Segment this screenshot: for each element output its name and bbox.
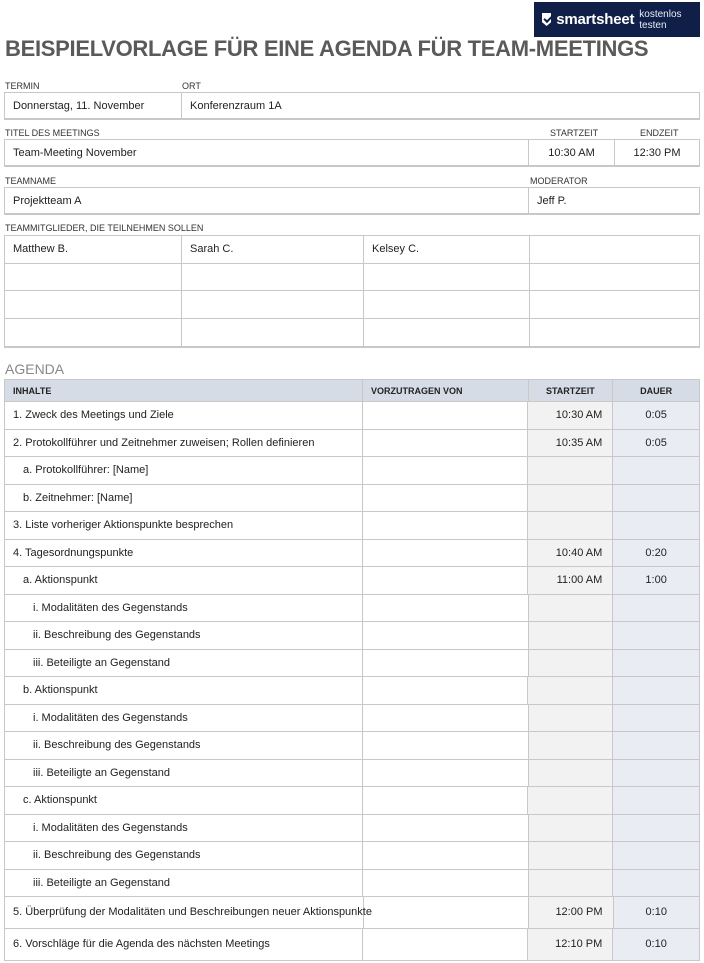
members-row (5, 264, 699, 292)
team-name-field[interactable]: Projektteam A (5, 188, 529, 213)
meeting-title-row (4, 139, 700, 167)
agenda-item-cell[interactable]: i. Modalitäten des Gegenstands (5, 595, 363, 622)
agenda-duration-cell[interactable] (613, 842, 699, 869)
agenda-duration-cell[interactable]: 1:00 (613, 567, 699, 594)
banner-cta: kostenlos testen (639, 8, 682, 31)
agenda-row (5, 760, 699, 788)
agenda-start-cell[interactable] (529, 815, 614, 842)
member-cell[interactable] (530, 236, 699, 263)
agenda-duration-cell[interactable] (613, 815, 699, 842)
end-time-field[interactable]: 12:30 PM (633, 146, 681, 159)
agenda-start-cell[interactable] (529, 622, 614, 649)
agenda-duration-cell[interactable] (613, 485, 699, 512)
agenda-presenter-cell[interactable] (363, 430, 529, 457)
agenda-duration-cell[interactable] (613, 787, 699, 814)
member-cell[interactable] (530, 291, 699, 318)
member-cell[interactable] (364, 319, 530, 347)
agenda-start-cell[interactable]: 10:35 AM (528, 430, 613, 457)
agenda-item-cell[interactable]: 3. Liste vorheriger Aktionspunkte besprechen (5, 512, 363, 539)
agenda-presenter-cell[interactable] (363, 929, 529, 961)
member-cell[interactable]: Matthew B. (5, 236, 182, 263)
agenda-item-cell[interactable]: 6. Vorschläge für die Agenda des nächsten Meetings (5, 929, 363, 961)
agenda-presenter-cell[interactable] (363, 402, 529, 429)
agenda-presenter-cell[interactable] (363, 512, 529, 539)
agenda-row (5, 677, 699, 705)
agenda-start-cell[interactable] (528, 677, 613, 704)
agenda-header-row (5, 380, 699, 402)
agenda-presenter-cell[interactable] (363, 870, 529, 897)
agenda-presenter-cell[interactable] (363, 705, 529, 732)
members-row (5, 236, 699, 264)
agenda-presenter-cell[interactable] (363, 760, 529, 787)
members-table (4, 235, 700, 348)
member-cell[interactable] (5, 291, 182, 318)
member-cell[interactable] (364, 264, 530, 291)
agenda-row (5, 485, 699, 513)
agenda-start-cell[interactable] (529, 870, 614, 897)
agenda-item-cell[interactable]: 5. Überprüfung der Modalitäten und Beschreibungen neuer Aktionspunkte (5, 897, 364, 928)
agenda-col-start: STARTZEIT (529, 380, 614, 401)
agenda-start-cell[interactable] (529, 595, 614, 622)
agenda-presenter-cell[interactable] (363, 485, 529, 512)
agenda-row (5, 567, 699, 595)
agenda-item-cell[interactable]: b. Aktionspunkt (5, 677, 363, 704)
agenda-start-cell[interactable] (529, 842, 614, 869)
agenda-row (5, 842, 699, 870)
meeting-title-field[interactable]: Team-Meeting November (5, 140, 529, 165)
member-cell[interactable] (530, 319, 699, 347)
member-cell[interactable]: Kelsey C. (364, 236, 530, 263)
agenda-presenter-cell[interactable] (363, 650, 529, 677)
agenda-row (5, 430, 699, 458)
member-cell[interactable] (5, 319, 182, 347)
agenda-duration-cell[interactable]: 0:05 (613, 402, 699, 429)
agenda-row (5, 929, 699, 961)
agenda-duration-cell[interactable] (613, 457, 699, 484)
end-time-label: ENDZEIT (640, 128, 679, 138)
agenda-presenter-cell[interactable] (363, 595, 529, 622)
member-cell[interactable] (182, 291, 364, 318)
agenda-presenter-cell[interactable] (363, 815, 529, 842)
agenda-start-cell[interactable] (528, 485, 613, 512)
member-cell[interactable] (182, 264, 364, 291)
agenda-start-cell[interactable]: 12:00 PM (529, 897, 614, 928)
agenda-row (5, 870, 699, 898)
date-label: TERMIN (5, 81, 40, 91)
agenda-start-cell[interactable] (528, 512, 613, 539)
agenda-start-cell[interactable] (529, 705, 614, 732)
agenda-item-cell[interactable]: i. Modalitäten des Gegenstands (5, 815, 363, 842)
agenda-presenter-cell[interactable] (363, 622, 529, 649)
agenda-row (5, 705, 699, 733)
agenda-row (5, 815, 699, 843)
agenda-duration-cell[interactable] (613, 870, 699, 897)
members-label: TEAMMITGLIEDER, DIE TEILNEHMEN SOLLEN (5, 223, 204, 233)
team-row (4, 187, 700, 215)
agenda-presenter-cell[interactable] (363, 842, 529, 869)
members-row (5, 319, 699, 347)
agenda-start-cell[interactable] (529, 650, 614, 677)
agenda-presenter-cell[interactable] (363, 457, 529, 484)
agenda-duration-cell[interactable] (613, 677, 699, 704)
smartsheet-logo-icon (542, 13, 551, 26)
agenda-col-by: VORZUTRAGEN VON (363, 380, 529, 401)
agenda-presenter-cell[interactable] (363, 732, 529, 759)
agenda-item-cell[interactable]: iii. Beteiligte an Gegenstand (5, 870, 363, 897)
agenda-duration-cell[interactable] (613, 650, 699, 677)
agenda-duration-cell[interactable]: 0:10 (613, 929, 699, 961)
agenda-start-cell[interactable] (529, 760, 614, 787)
member-cell[interactable] (5, 264, 182, 291)
agenda-start-cell[interactable] (528, 457, 613, 484)
agenda-col-duration: DAUER (640, 385, 673, 396)
agenda-presenter-cell[interactable] (363, 677, 529, 704)
agenda-row (5, 540, 699, 568)
start-time-label: STARTZEIT (550, 128, 599, 138)
location-label: ORT (182, 81, 201, 91)
agenda-body (5, 402, 699, 960)
agenda-duration-cell[interactable]: 0:20 (613, 540, 699, 567)
date-location-row (4, 92, 700, 120)
agenda-duration-cell[interactable] (613, 512, 699, 539)
member-cell[interactable] (530, 264, 699, 291)
member-cell[interactable] (364, 291, 530, 318)
agenda-row (5, 512, 699, 540)
agenda-presenter-cell[interactable] (364, 897, 529, 928)
agenda-start-cell[interactable] (529, 732, 614, 759)
location-field[interactable]: Konferenzraum 1A (190, 99, 282, 112)
agenda-row (5, 457, 699, 485)
agenda-duration-cell[interactable] (613, 760, 699, 787)
agenda-item-cell[interactable]: c. Aktionspunkt (5, 787, 363, 814)
agenda-row (5, 787, 699, 815)
start-time-field[interactable]: 10:30 AM (529, 140, 615, 165)
date-field[interactable]: Donnerstag, 11. November (5, 93, 182, 118)
agenda-row (5, 595, 699, 623)
meeting-title-label: TITEL DES MEETINGS (5, 128, 100, 138)
agenda-duration-cell[interactable] (613, 705, 699, 732)
agenda-item-cell[interactable]: ii. Beschreibung des Gegenstands (5, 622, 363, 649)
agenda-duration-cell[interactable] (613, 622, 699, 649)
agenda-item-cell[interactable]: b. Zeitnehmer: [Name] (5, 485, 363, 512)
agenda-duration-cell[interactable]: 0:10 (614, 897, 699, 928)
agenda-duration-cell[interactable] (613, 732, 699, 759)
agenda-item-cell[interactable]: 2. Protokollführer und Zeitnehmer zuweisen; Rollen definieren (5, 430, 363, 457)
agenda-row (5, 402, 699, 430)
agenda-item-cell[interactable]: a. Aktionspunkt (5, 567, 363, 594)
agenda-presenter-cell[interactable] (363, 567, 529, 594)
smartsheet-trial-banner[interactable] (534, 2, 700, 37)
agenda-item-cell[interactable]: 1. Zweck des Meetings und Ziele (5, 402, 363, 429)
agenda-presenter-cell[interactable] (363, 787, 529, 814)
agenda-table (4, 379, 700, 961)
agenda-start-cell[interactable]: 12:10 PM (528, 929, 613, 961)
banner-brand: smartsheet (556, 11, 635, 28)
agenda-heading: AGENDA (5, 361, 65, 377)
agenda-presenter-cell[interactable] (363, 540, 529, 567)
agenda-item-cell[interactable]: iii. Beteiligte an Gegenstand (5, 760, 363, 787)
agenda-start-cell[interactable]: 10:40 AM (528, 540, 613, 567)
agenda-item-cell[interactable]: a. Protokollführer: [Name] (5, 457, 363, 484)
member-cell[interactable]: Sarah C. (182, 236, 364, 263)
agenda-row (5, 622, 699, 650)
agenda-item-cell[interactable]: 4. Tagesordnungspunkte (5, 540, 363, 567)
members-row (5, 291, 699, 319)
agenda-start-cell[interactable] (528, 787, 613, 814)
agenda-duration-cell[interactable]: 0:05 (613, 430, 699, 457)
agenda-item-cell[interactable]: i. Modalitäten des Gegenstands (5, 705, 363, 732)
agenda-start-cell[interactable]: 10:30 AM (528, 402, 613, 429)
agenda-item-cell[interactable]: ii. Beschreibung des Gegenstands (5, 732, 363, 759)
agenda-col-item: INHALTE (5, 380, 363, 401)
agenda-row (5, 732, 699, 760)
page-title: BEISPIELVORLAGE FÜR EINE AGENDA FÜR TEAM-MEETINGS (5, 36, 649, 61)
moderator-label: MODERATOR (530, 176, 588, 186)
agenda-item-cell[interactable]: iii. Beteiligte an Gegenstand (5, 650, 363, 677)
agenda-row (5, 897, 699, 929)
agenda-item-cell[interactable]: ii. Beschreibung des Gegenstands (5, 842, 363, 869)
moderator-field[interactable]: Jeff P. (537, 194, 567, 207)
agenda-row (5, 650, 699, 678)
agenda-duration-cell[interactable] (613, 595, 699, 622)
agenda-start-cell[interactable]: 11:00 AM (528, 567, 613, 594)
member-cell[interactable] (182, 319, 364, 347)
team-name-label: TEAMNAME (5, 176, 57, 186)
